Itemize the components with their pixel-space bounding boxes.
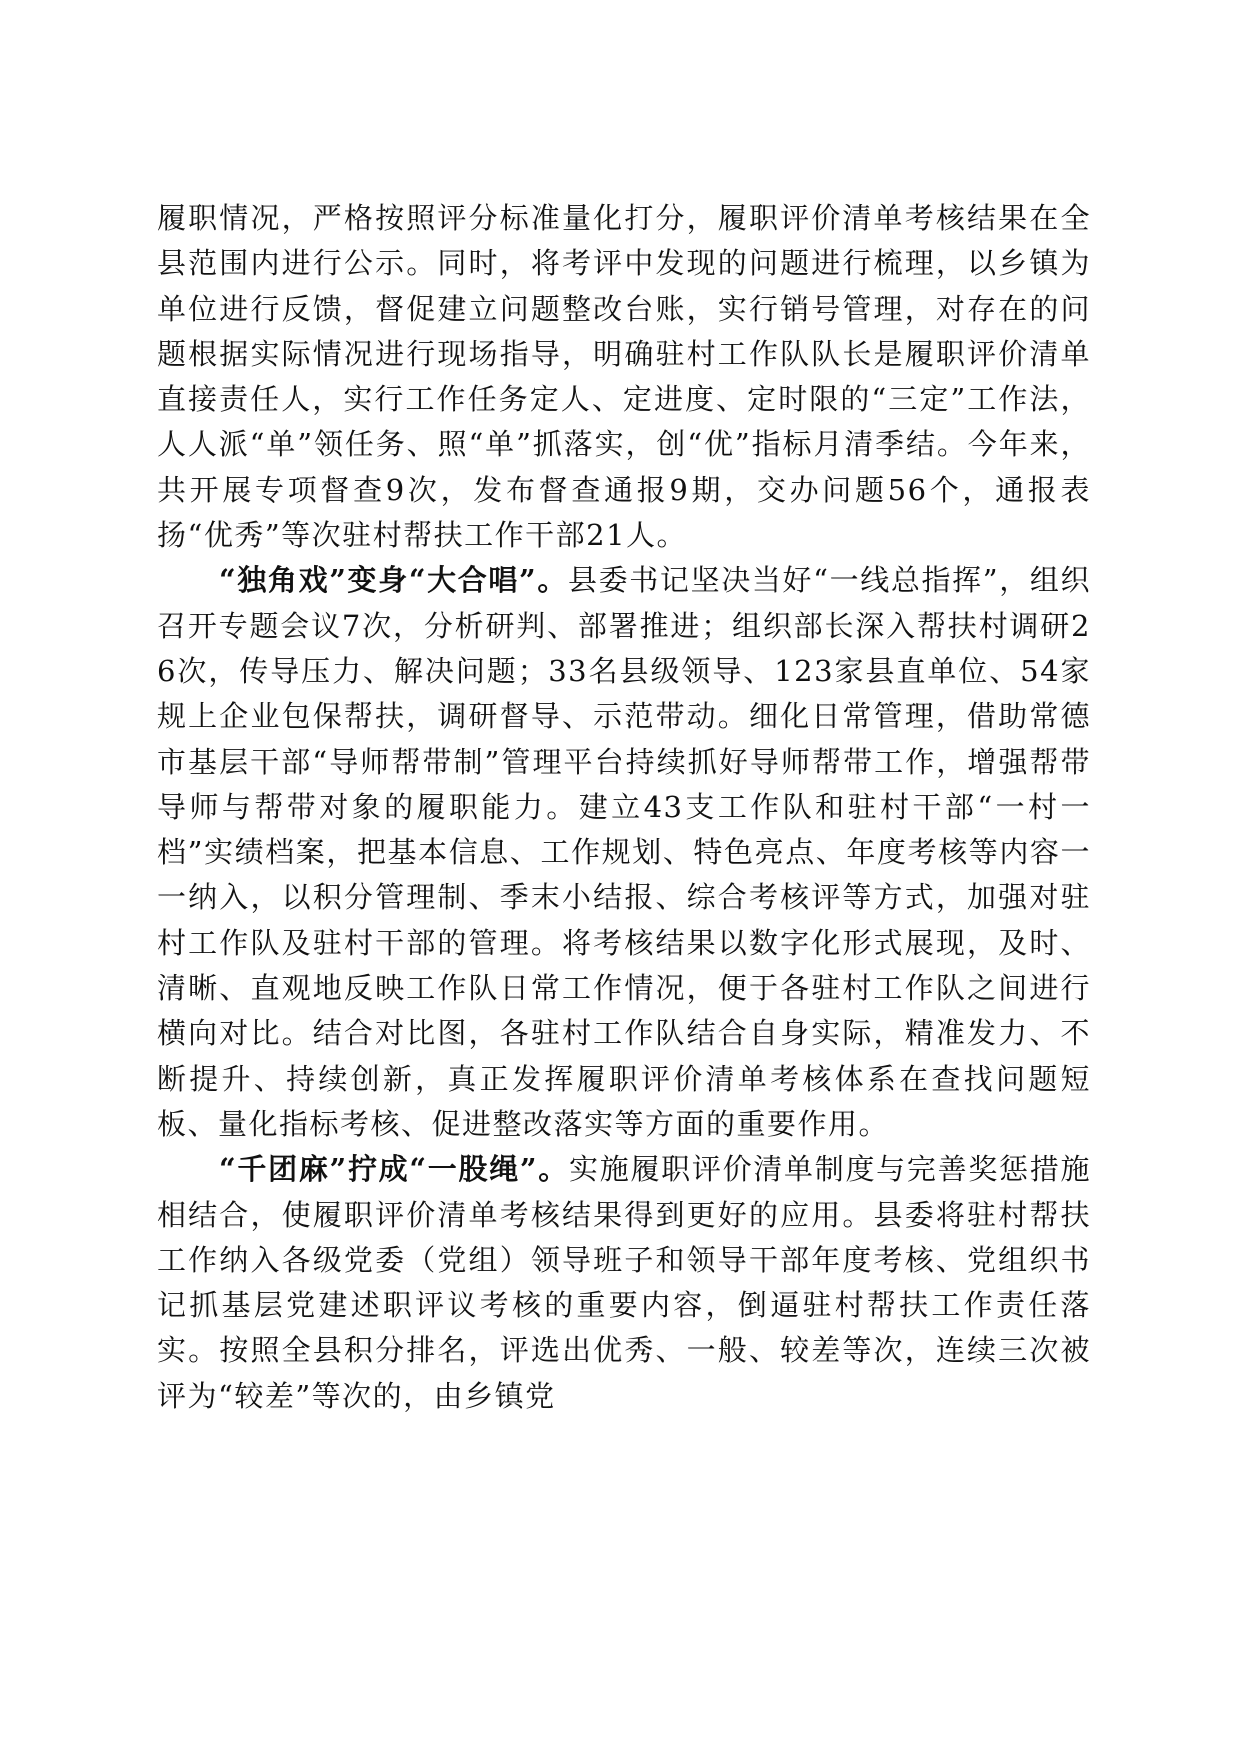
document-body xyxy=(157,196,1091,1419)
paragraph-2-heading: “独角戏”变身“大合唱”。 xyxy=(219,563,569,598)
paragraph-3 xyxy=(157,1147,1091,1419)
paragraph-2 xyxy=(157,558,1091,1147)
paragraph-2-text: 县委书记坚决当好“一线总指挥”，组织召开专题会议7次，分析研判、部署推进；组织部长深入帮扶村调研26次，传导压力、解决问题；33名县级领导、123家县直单位、54家规上企业包保帮扶，调研督导、示范带动。细化日常管理，借助常德市基层干部“导师帮带制”管理平台持续抓好导师帮带工作，增强帮带导师与帮带对象的履职能力。建立43支工作队和驻村干部“一村一档”实绩档案，把基本信息、工作规划、特色亮点、年度考核等内容一一纳入，以积分管理制、季末小结报、综合考核评等方式，加强对驻村工作队及驻村干部的管理。将考核结果以数字化形式展现，及时、清晰、直观地反映工作队日常工作情况，便于各驻村工作队之间进行横向对比。结合对比图，各驻村工作队结合自身实际，精准发力、不断提升、持续创新，真正发挥履职评价清单考核体系在查找问题短板、量化指标考核、促进整改落实等方面的重要作用。 xyxy=(157,563,1091,1141)
paragraph-1 xyxy=(157,196,1091,558)
paragraph-3-heading: “千团麻”拧成“一股绳”。 xyxy=(219,1152,570,1187)
paragraph-3-text: 实施履职评价清单制度与完善奖惩措施相结合，使履职评价清单考核结果得到更好的应用。县委将驻村帮扶工作纳入各级党委（党组）领导班子和领导干部年度考核、党组织书记抓基层党建述职评议考核的重要内容，倒逼驻村帮扶工作责任落实。按照全县积分排名，评选出优秀、一般、较差等次，连续三次被评为“较差”等次的，由乡镇党 xyxy=(157,1152,1091,1413)
paragraph-1-text: 履职情况，严格按照评分标准量化打分，履职评价清单考核结果在全县范围内进行公示。同时，将考评中发现的问题进行梳理，以乡镇为单位进行反馈，督促建立问题整改台账，实行销号管理，对存在的问题根据实际情况进行现场指导，明确驻村工作队队长是履职评价清单直接责任人，实行工作任务定人、定进度、定时限的“三定”工作法，人人派“单”领任务、照“单”抓落实，创“优”指标月清季结。今年来，共开展专项督查9次，发布督查通报9期，交办问题56个，通报表扬“优秀”等次驻村帮扶工作干部21人。 xyxy=(157,201,1091,553)
